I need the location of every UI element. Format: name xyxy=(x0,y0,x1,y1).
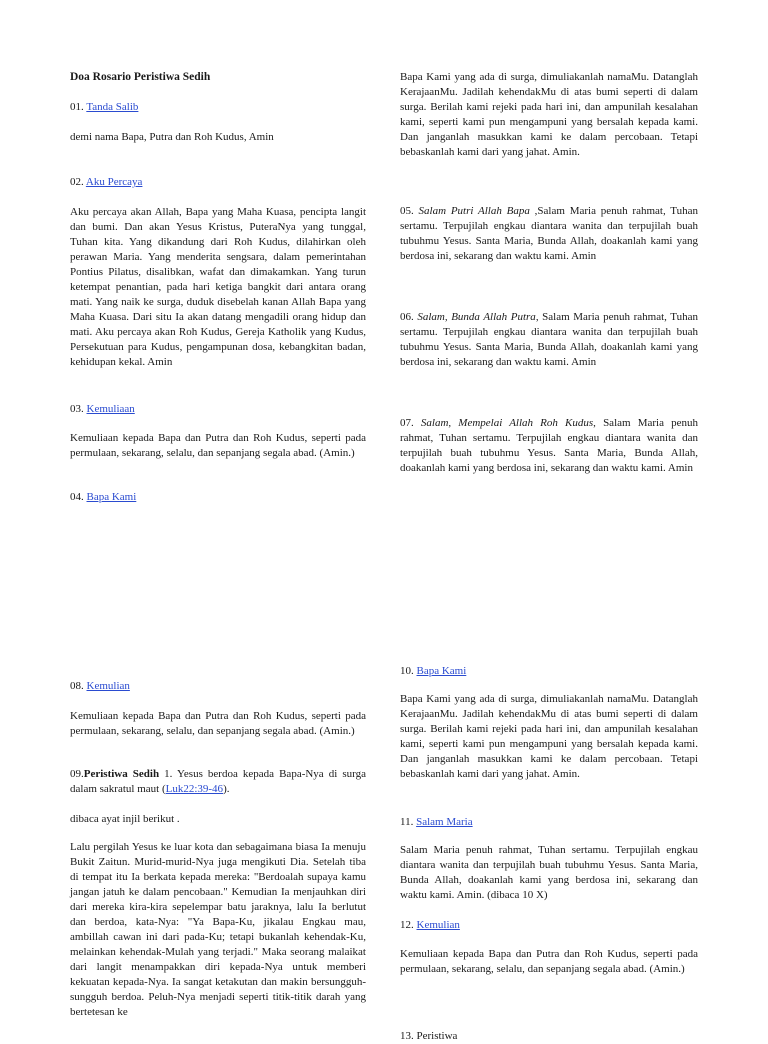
heading-10 xyxy=(400,664,698,679)
paragraph-aku-percaya: Aku percaya akan Allah, Bapa yang Maha Kuasa, pencipta langit dan bumi. Dan akan Yesus Kristus, PuteraNya yang tunggal, Tuhan kita. Yang dikandung dari Roh Kudus, dilahirkan oleh perawan Maria. Yang menderita sengsara, dalam pemerintahan Pontius Pilatus, disalibkan, wafat dan dimakamkan. Yang turun ketempat penantian, pada hari ketiga bangkit dari antara orang mati. Yang naik ke surga, duduk disebelah kanan Allah Bapa yang Maha Kuasa. Dari situ Ia akan datang mengadili orang hidup dan mati. Aku percaya akan Roh Kudus, Gereja Katholik yang Kudus, Persekutuan para Kudus, pengampunan dosa, kebangkitan badan, kehidupan kekal. Amin xyxy=(70,206,366,368)
link-tanda-salib[interactable]: Tanda Salib xyxy=(86,101,139,113)
paragraph-bapa-kami: Bapa Kami yang ada di surga, dimuliakanlah namaMu. Datanglah KerajaanMu. Jadilah kehendakMu di atas bumi seperti di dalam surga. Berilah kami rejeki pada hari ini, dan ampunilah kesalahan kami, seperti kami pun mengampuni yang bersalah kepada kami. Dan janganlah masukkan kami ke dalam percobaan. Tetapi bebaskanlah kami dari yang jahat. Amin. xyxy=(400,71,698,158)
link-kemulian[interactable]: Kemulian xyxy=(86,680,130,692)
paragraph-tanda-salib: demi nama Bapa, Putra dan Roh Kudus, Amin xyxy=(70,131,274,143)
heading-12 xyxy=(400,918,698,933)
paragraph-kemulian: Kemuliaan kepada Bapa dan Putra dan Roh Kudus, seperti pada permulaan, sekarang, selalu, dan sepanjang segala abad. (Amin.) xyxy=(70,710,366,737)
peristiwa-text: 1. Yesus berdoa kepada Bapa-Nya di surga dalam sakratul maut ( xyxy=(70,768,366,795)
paragraph-salam-maria: Salam Maria penuh rahmat, Tuhan sertamu. Terpujilah engkau diantara wanita dan terpujilah buah tubuhmu Yesus. Santa Maria, Bunda Allah, doakanlah kami yang berdosa ini, sekarang dan waktu kami. Amin. (dibaca 10 X) xyxy=(400,844,698,901)
paragraph-story: Lalu pergilah Yesus ke luar kota dan sebagaimana biasa Ia menuju Bukit Zaitun. Murid-murid-Nya juga mengikuti Dia. Setelah tiba di tempat itu Ia berkata kepada mereka: "Berdoalah supaya kamu jangan jatuh ke dalam pencobaan." Kemudian Ia menjauhkan diri dari mereka kira-kira sepelempar batu jaraknya, lalu Ia berlutut dan berdoa, kata-Nya: "Ya Bapa-Ku, jikalau Engkau mau, ambillah cawan ini dari pada-Ku; tetapi bukanlah kehendak-Ku, melainkan kehendak-Mulah yang terjadi." Maka seorang malaikat dari langit menampakkan diri kepada-Nya untuk memberi kekuatan kepada-Nya. Ia sangat ketakutan dan makin bersungguh-sungguh berdoa. Peluh-Nya menjadi seperti titik-titik darah yang bertetesan ke xyxy=(70,841,366,1018)
heading-11 xyxy=(400,815,698,830)
heading-04 xyxy=(70,490,366,505)
heading-02 xyxy=(70,175,366,190)
heading-number: 05. xyxy=(400,205,419,217)
salam-text: , Salam Maria penuh rahmat, Tuhan sertamu. Terpujilah engkau diantara wanita dan terpujilah buah tubuhmu Yesus. Santa Maria, Bunda Allah, doakanlah kami yang berdosa ini, sekarang dan waktu kami. Amin xyxy=(400,311,698,368)
heading-09 xyxy=(70,767,366,797)
salam-text: ,Salam Maria penuh rahmat, Tuhan sertamu. Terpujilah engkau diantara wanita dan terpujilah buah tubuhmu Yesus. Santa Maria, Bunda Allah, doakanlah kami yang berdosa ini, sekarang dan waktu kami. Amin xyxy=(400,205,699,262)
paragraph-05 xyxy=(400,204,698,264)
peristiwa-text-end: ). xyxy=(223,783,230,795)
paragraph-07 xyxy=(400,416,698,476)
heading-number: 07. xyxy=(400,417,421,429)
heading-number: 09. xyxy=(70,768,84,780)
salam-title: Salam, Bunda Allah Putra xyxy=(417,311,536,323)
heading-number: 06. xyxy=(400,311,418,323)
paragraph-kemulian-2: Kemuliaan kepada Bapa dan Putra dan Roh Kudus, seperti pada permulaan, sekarang, selalu, dan sepanjang segala abad. (Amin.) xyxy=(400,948,698,975)
heading-01 xyxy=(70,100,366,115)
paragraph-bapa-kami-2: Bapa Kami yang ada di surga, dimuliakanlah namaMu. Datanglah KerajaanMu. Jadilah kehendakMu di atas bumi seperti di dalam surga. Berilah kami rejeki pada hari ini, dan ampunilah kesalahan kami, seperti kami pun mengampuni yang bersalah kepada kami. Dan janganlah masukkan kami ke dalam percobaan. Tetapi bebaskanlah kami dari yang jahat. Amin. xyxy=(400,693,698,780)
paragraph-06 xyxy=(400,310,698,370)
peristiwa-sedih-title: Peristiwa Sedih xyxy=(83,768,160,780)
heading-13-cutoff: 13. Peristiwa xyxy=(400,1030,458,1042)
heading-08 xyxy=(70,679,366,694)
heading-number: 11. xyxy=(400,816,417,828)
link-aku-percaya[interactable]: Aku Percaya xyxy=(85,176,143,188)
heading-number: 02. xyxy=(70,176,86,188)
heading-number: 08. xyxy=(70,680,87,692)
link-kemulian-2[interactable]: Kemulian xyxy=(416,919,460,931)
heading-03 xyxy=(70,402,366,417)
heading-number: 03. xyxy=(70,403,87,415)
link-kemuliaan[interactable]: Kemuliaan xyxy=(86,403,135,415)
heading-number: 10. xyxy=(400,665,417,677)
heading-number: 12. xyxy=(400,919,417,931)
document-title: Doa Rosario Peristiwa Sedih xyxy=(70,71,211,83)
link-bapa-kami[interactable]: Bapa Kami xyxy=(86,491,137,503)
link-salam-maria[interactable]: Salam Maria xyxy=(416,816,473,828)
paragraph-note: dibaca ayat injil berikut . xyxy=(70,813,180,825)
link-bapa-kami-2[interactable]: Bapa Kami xyxy=(416,665,467,677)
salam-text: , Salam Maria penuh rahmat, Tuhan sertamu. Terpujilah engkau diantara wanita dan terpujilah buah tubuhmu Yesus. Santa Maria, Bunda Allah, doakanlah kami yang berdosa ini, sekarang dan waktu kami. Amin xyxy=(400,417,698,474)
salam-title: Salam Putri Allah Bapa xyxy=(418,205,530,217)
heading-number: 01. xyxy=(70,101,87,113)
salam-title: Salam, Mempelai Allah Roh Kudus xyxy=(420,417,594,429)
link-luk22[interactable]: Luk22:39-46 xyxy=(165,783,224,795)
paragraph-kemuliaan: Kemuliaan kepada Bapa dan Putra dan Roh Kudus, seperti pada permulaan, sekarang, selalu, dan sepanjang segala abad. (Amin.) xyxy=(70,432,366,459)
heading-number: 04. xyxy=(70,491,87,503)
